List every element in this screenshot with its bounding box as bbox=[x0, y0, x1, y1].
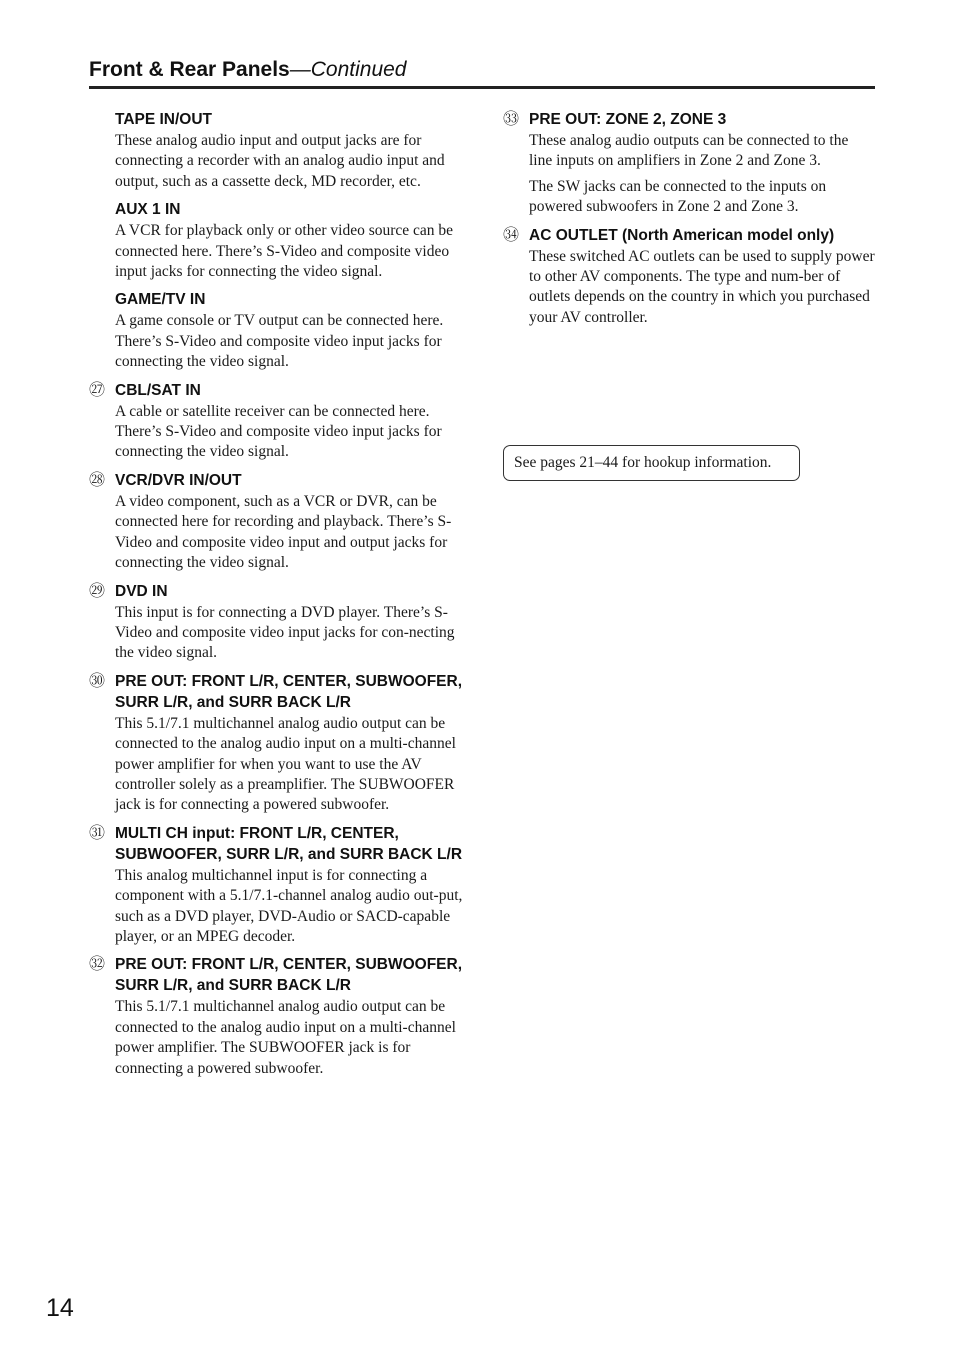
entry-title: PRE OUT: ZONE 2, ZONE 3 bbox=[529, 111, 727, 128]
entry-body: This 5.1/7.1 multichannel analog audio output can be connected to the analog audio input on a multi-channel power amplifier for when you want to use the AV controller solely as a preamplifier. The SUBWOOFER jack is for connecting a powered subwoofer. bbox=[115, 714, 456, 814]
entry-game-tv-in bbox=[89, 289, 465, 372]
entry-body: A game console or TV output can be connected here. There’s S-Video and composite video input jacks for connecting the video signal. bbox=[115, 312, 444, 371]
entry-body: A VCR for playback only or other video source can be connected here. There’s S-Video and composite video input jacks for connecting the video signal. bbox=[115, 222, 454, 281]
entry-aux-1-in bbox=[89, 199, 465, 282]
entry-body: These analog audio outputs can be connected to the line inputs on amplifiers in Zone 2 and Zone 3. bbox=[529, 132, 849, 170]
entry-body: This input is for connecting a DVD player. There’s S-Video and composite video input jacks for con-necting the video signal. bbox=[115, 603, 455, 662]
entry-title: CBL/SAT IN bbox=[115, 381, 201, 399]
right-column bbox=[503, 109, 875, 335]
entry-title: AUX 1 IN bbox=[115, 201, 181, 219]
entry-title: MULTI CH input: FRONT L/R, CENTER, SUBWOOFER, SURR L/R, and SURR BACK L/R bbox=[115, 824, 463, 863]
page-number: 14 bbox=[46, 1294, 74, 1322]
entry-number: ㉙ bbox=[89, 580, 106, 600]
left-column bbox=[89, 109, 465, 1086]
entry-pre-out-zone bbox=[503, 109, 875, 218]
entry-title: PRE OUT: FRONT L/R, CENTER, SUBWOOFER, SURR L/R, and SURR BACK L/R bbox=[115, 956, 463, 995]
entry-title: TAPE IN/OUT bbox=[115, 111, 213, 128]
entry-body: These analog audio input and output jacks are for connecting a recorder with an analog audio input and output, such as a cassette deck, MD recorder, etc. bbox=[115, 132, 445, 190]
entry-multi-ch-input bbox=[89, 823, 465, 948]
entry-dvd-in bbox=[89, 581, 465, 664]
entry-body: A cable or satellite receiver can be connected here. There’s S-Video and composite video input jacks for connecting the video signal. bbox=[115, 402, 442, 461]
entry-ac-outlet bbox=[503, 225, 875, 329]
entry-number: ㉝ bbox=[503, 109, 520, 128]
page-header bbox=[89, 56, 875, 84]
entry-vcr-dvr-in-out bbox=[89, 470, 465, 574]
entry-body: This analog multichannel input is for connecting a component with a 5.1/7.1-channel analog audio out-put, such as a DVD player, DVD-Audio or SACD-capable player, or an MPEG decoder. bbox=[115, 866, 463, 945]
header-rule bbox=[89, 86, 875, 89]
entry-body-secondary: The SW jacks can be connected to the inputs on powered subwoofers in Zone 2 and Zone 3. bbox=[529, 177, 827, 216]
page-title: Front & Rear Panels bbox=[89, 58, 290, 81]
entry-number: ㉗ bbox=[89, 379, 106, 399]
entry-title: VCR/DVR IN/OUT bbox=[115, 471, 242, 489]
entry-title: GAME/TV IN bbox=[115, 291, 206, 309]
entry-cbl-sat-in bbox=[89, 380, 465, 463]
entry-tape-in-out bbox=[89, 109, 465, 192]
entry-body: A video component, such as a VCR or DVR, can be connected here for recording and playback. There’s S-Video and composite video input and output jacks for connecting the video signal. bbox=[115, 492, 452, 572]
entry-body: These switched AC outlets can be used to supply power to other AV components. The type and num-ber of outlets depends on the country in which you purchased your AV controller. bbox=[529, 247, 875, 326]
entry-number: ㉘ bbox=[89, 469, 106, 489]
continued-label: —Continued bbox=[289, 58, 407, 81]
entry-title: PRE OUT: FRONT L/R, CENTER, SUBWOOFER, SURR L/R, and SURR BACK L/R bbox=[115, 672, 463, 711]
entry-pre-out-multichannel-2 bbox=[89, 954, 465, 1079]
entry-body: This 5.1/7.1 multichannel analog audio output can be connected to the analog audio input on a multi-channel power amplifier. The SUBWOOFER jack is for connecting a powered subwoofer. bbox=[115, 998, 456, 1077]
hookup-note-box: See pages 21–44 for hookup information. bbox=[503, 445, 800, 481]
entry-number: ㉞ bbox=[503, 224, 520, 244]
entry-number: ㉜ bbox=[89, 954, 106, 974]
entry-number: ㉚ bbox=[89, 670, 106, 690]
entry-number: ㉛ bbox=[89, 822, 106, 842]
entry-title: AC OUTLET (North American model only) bbox=[529, 226, 835, 244]
entry-pre-out-multichannel bbox=[89, 671, 465, 816]
entry-title: DVD IN bbox=[115, 582, 168, 600]
